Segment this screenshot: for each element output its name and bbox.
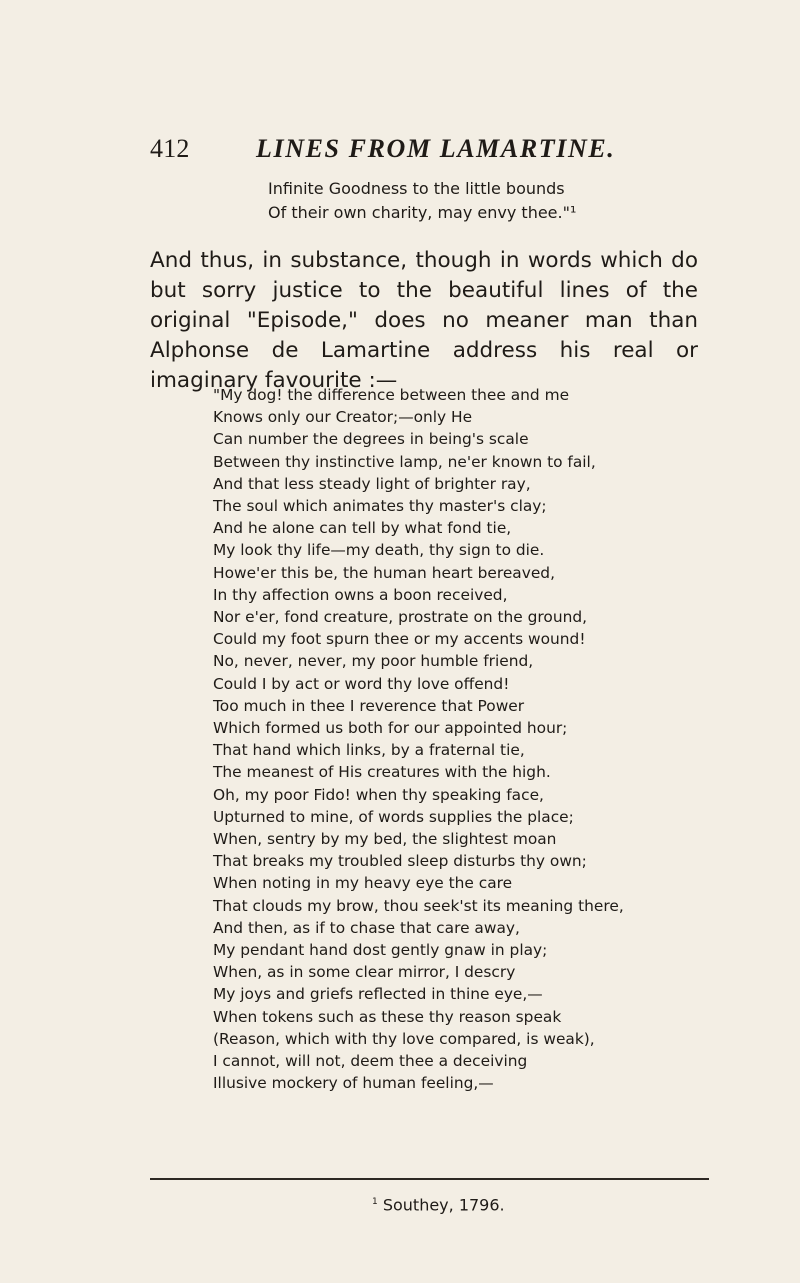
intro-quote-line: Infinite Goodness to the little bounds — [268, 179, 565, 198]
poem-line: I cannot, will not, deem thee a deceiving — [213, 1052, 528, 1071]
poem-line: My look thy life—my death, thy sign to die. — [213, 541, 545, 560]
poem-line: And he alone can tell by what fond tie, — [213, 519, 512, 538]
poem-line: When tokens such as these thy reason speak — [213, 1007, 562, 1026]
body-paragraph: And thus, in substance, though in words which do but sorry justice to the beautiful lines of the original "Episode," does no meaner man than Alphonse de Lamartine address his real or imaginary favourite :— — [150, 248, 698, 393]
poem-line: My pendant hand dost gently gnaw in play; — [213, 941, 548, 960]
intro-quote — [268, 177, 688, 225]
poem-line: Nor e'er, fond creature, prostrate on the ground, — [213, 608, 588, 627]
intro-quote-line: Of their own charity, may envy thee."¹ — [268, 203, 577, 222]
footnote-divider — [150, 1178, 709, 1180]
poem-line: The soul which animates thy master's clay; — [213, 497, 547, 516]
poem-line: Illusive mockery of human feeling,— — [213, 1074, 494, 1093]
poem-line: My joys and griefs reflected in thine eye,— — [213, 985, 543, 1004]
poem-line: (Reason, which with thy love compared, is weak), — [213, 1029, 595, 1048]
poem-line: Can number the degrees in being's scale — [213, 430, 529, 449]
poem-line: The meanest of His creatures with the high. — [213, 763, 551, 782]
poem-line: In thy affection owns a boon received, — [213, 585, 508, 604]
poem-line: Too much in thee I reverence that Power — [213, 696, 525, 715]
poem-line: Could my foot spurn thee or my accents wound! — [213, 630, 586, 649]
page-number: 412 — [150, 134, 190, 163]
poem-line: When noting in my heavy eye the care — [213, 874, 513, 893]
footnote — [372, 1192, 505, 1215]
poem-line: Oh, my poor Fido! when thy speaking face, — [213, 785, 544, 804]
poem-line: Knows only our Creator;—only He — [213, 408, 473, 427]
poem-line: That clouds my brow, thou seek'st its meaning there, — [213, 896, 624, 915]
poem-line: No, never, never, my poor humble friend, — [213, 652, 534, 671]
poem-line: That hand which links, by a fraternal tie, — [213, 741, 525, 760]
poem-line: Howe'er this be, the human heart bereaved, — [213, 563, 555, 582]
footnote-text: Southey, 1796. — [382, 1195, 505, 1215]
poem-line: Could I by act or word thy love offend! — [213, 674, 510, 693]
poem-line: And that less steady light of brighter ray, — [213, 474, 531, 493]
footnote-mark: 1 — [372, 1197, 378, 1207]
poem-line: And then, as if to chase that care away, — [213, 918, 520, 937]
poem — [213, 384, 713, 1095]
poem-line: Between thy instinctive lamp, ne'er known to fail, — [213, 452, 596, 471]
poem-line: "My dog! the difference between thee and me — [213, 386, 570, 404]
poem-line: Upturned to mine, of words supplies the place; — [213, 807, 574, 826]
running-head: LINES FROM LAMARTINE. — [256, 134, 616, 163]
page-header — [150, 134, 670, 168]
poem-line: That breaks my troubled sleep disturbs thy own; — [213, 852, 587, 871]
poem-line: When, sentry by my bed, the slightest moan — [213, 830, 557, 849]
poem-line: When, as in some clear mirror, I descry — [213, 963, 516, 982]
poem-line: Which formed us both for our appointed hour; — [213, 719, 568, 738]
